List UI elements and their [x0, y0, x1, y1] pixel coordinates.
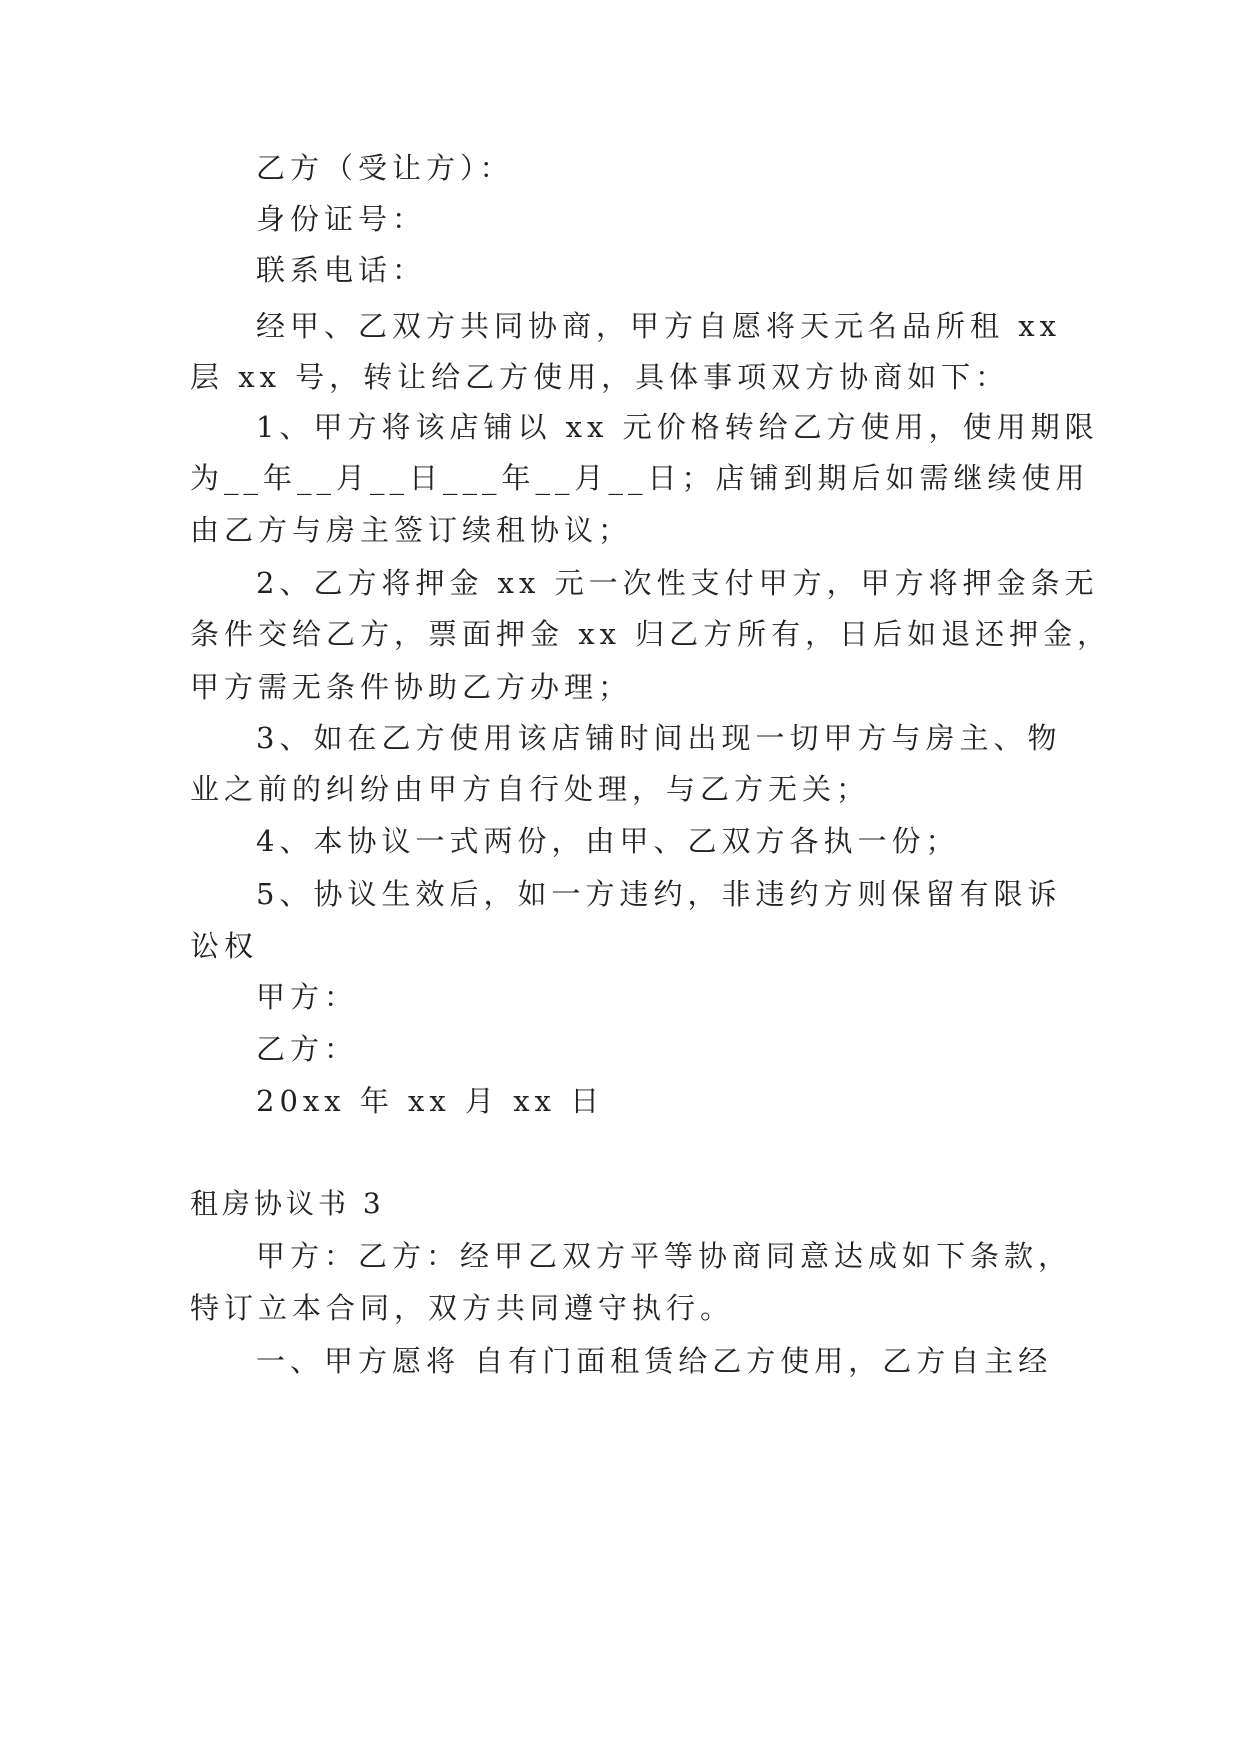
- signature-date: 20xx 年 xx 月 xx 日: [256, 1084, 605, 1118]
- agreement-intro-line-1: 甲方：乙方：经甲乙双方平等协商同意达成如下条款，: [256, 1239, 1073, 1273]
- clause-3-line-2: 业之前的纠纷由甲方自行处理，与乙方无关；: [190, 772, 871, 806]
- contact-phone-label: 联系电话：: [256, 253, 427, 287]
- intro-paragraph-line-2: 层 xx 号，转让给乙方使用，具体事项双方协商如下：: [190, 360, 1010, 394]
- clause-5-line-2: 讼权: [190, 929, 259, 963]
- id-number-label: 身份证号：: [256, 202, 427, 236]
- clause-5-line-1: 5、协议生效后，如一方违约，非违约方则保留有限诉: [256, 877, 1062, 911]
- clause-1-line-2: 为__年__月__日___年__月__日；店铺到期后如需继续使用: [190, 461, 1090, 495]
- agreement-intro-line-2: 特订立本合同，双方共同遵守执行。: [190, 1291, 735, 1325]
- party-a-signature-label: 甲方：: [256, 980, 359, 1014]
- clause-2-line-2: 条件交给乙方，票面押金 xx 归乙方所有，日后如退还押金，: [190, 617, 1112, 651]
- intro-paragraph-line-1: 经甲、乙双方共同协商，甲方自愿将天元名品所租 xx: [256, 309, 1061, 343]
- clause-3-line-1: 3、如在乙方使用该店铺时间出现一切甲方与房主、物: [256, 721, 1062, 755]
- clause-2-line-1: 2、乙方将押金 xx 元一次性支付甲方，甲方将押金条无: [256, 566, 1099, 600]
- clause-4: 4、本协议一式两份，由甲、乙双方各执一份；: [256, 824, 960, 858]
- party-b-signature-label: 乙方：: [256, 1032, 359, 1066]
- clause-1-line-1: 1、甲方将该店铺以 xx 元价格转给乙方使用，使用期限: [256, 410, 1099, 444]
- party-b-transferee-label: 乙方（受让方）：: [256, 151, 514, 185]
- clause-2-line-3: 甲方需无条件协助乙方办理；: [190, 670, 633, 704]
- section-title: 租房协议书 3: [190, 1187, 385, 1220]
- article-1-line-1: 一、甲方愿将 自有门面租赁给乙方使用，乙方自主经: [256, 1344, 1053, 1378]
- clause-1-line-3: 由乙方与房主签订续租协议；: [190, 513, 633, 547]
